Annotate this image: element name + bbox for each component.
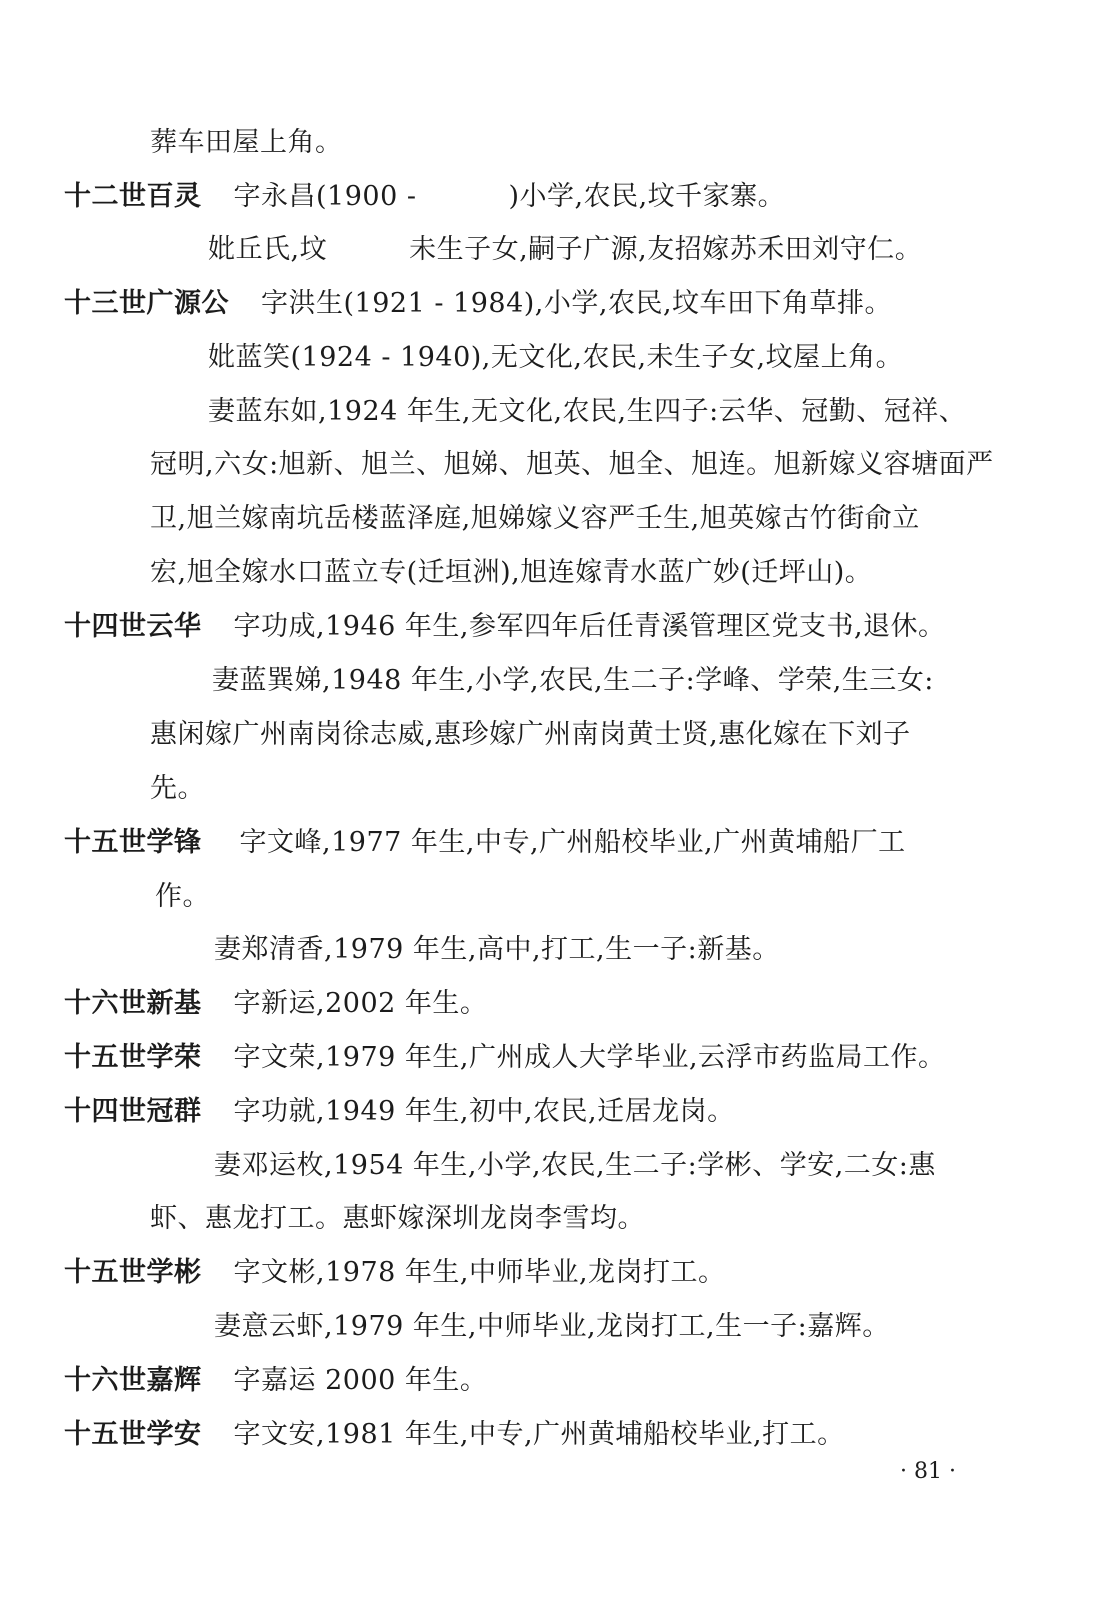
text-line xyxy=(208,230,922,270)
line-text: 字文安,1981 年生,中专,广州黄埔船校毕业,打工。 xyxy=(233,1419,845,1450)
line-text: 卫,旭兰嫁南坑岳楼蓝泽庭,旭娣嫁义容严壬生,旭英嫁古竹街俞立 xyxy=(150,503,920,534)
generation-name: 十六世嘉辉 xyxy=(64,1365,202,1396)
text-line xyxy=(214,1146,936,1186)
line-text: 妻邓运枚,1954 年生,小学,农民,生二子:学彬、学安,二女:惠 xyxy=(214,1150,936,1181)
generation-name: 十五世学荣 xyxy=(64,1042,202,1073)
line-text: 妣蓝笑(1924 - 1940),无文化,农民,未生子女,坟屋上角。 xyxy=(208,342,904,373)
genealogy-entry xyxy=(64,1415,845,1455)
line-text: 妻意云虾,1979 年生,中师毕业,龙岗打工,生一子:嘉辉。 xyxy=(214,1311,890,1342)
text-line xyxy=(208,338,903,378)
text-line xyxy=(150,445,994,485)
line-text: 作。 xyxy=(155,881,210,912)
text-line xyxy=(150,1199,645,1239)
genealogy-entry xyxy=(64,177,785,217)
line-text: 字功就,1949 年生,初中,农民,迁居龙岗。 xyxy=(233,1096,735,1127)
line-text: 字洪生(1921 - 1984),小学,农民,坟车田下角草排。 xyxy=(261,288,893,319)
line-text: 冠明,六女:旭新、旭兰、旭娣、旭英、旭全、旭连。旭新嫁义容塘面严 xyxy=(150,449,994,480)
line-text-continued: )小学,农民,坟千家寨。 xyxy=(508,181,786,212)
text-line xyxy=(214,930,780,970)
genealogy-entry xyxy=(64,1038,946,1078)
line-text-continued: 未生子女,嗣子广源,友招嫁苏禾田刘守仁。 xyxy=(409,234,923,265)
genealogy-entry xyxy=(64,1253,726,1293)
line-text: 宏,旭全嫁水口蓝立专(迁垣洲),旭连嫁青水蓝广妙(迁坪山)。 xyxy=(150,557,873,588)
line-text: 妻蓝东如,1924 年生,无文化,农民,生四子:云华、冠勤、冠祥、 xyxy=(208,396,967,427)
text-line xyxy=(150,715,911,755)
generation-name: 十三世广源公 xyxy=(64,288,229,319)
generation-name: 十五世学安 xyxy=(64,1419,202,1450)
text-line xyxy=(150,499,920,539)
line-text: 妻蓝巽娣,1948 年生,小学,农民,生二子:学峰、学荣,生三女: xyxy=(212,665,934,696)
line-text: 葬车田屋上角。 xyxy=(150,127,343,158)
generation-name: 十二世百灵 xyxy=(64,181,202,212)
line-text: 字嘉运 2000 年生。 xyxy=(233,1365,488,1396)
generation-name: 十四世冠群 xyxy=(64,1096,202,1127)
line-text: 字文峰,1977 年生,中专,广州船校毕业,广州黄埔船厂工 xyxy=(239,827,906,858)
genealogy-entry xyxy=(64,1092,735,1132)
text-line xyxy=(150,123,343,163)
line-text: 虾、惠龙打工。惠虾嫁深圳龙岗李雪均。 xyxy=(150,1203,645,1234)
genealogy-entry xyxy=(64,984,487,1024)
text-line xyxy=(155,877,210,917)
genealogy-entry xyxy=(64,823,906,863)
line-text: 妻郑清香,1979 年生,高中,打工,生一子:新基。 xyxy=(214,934,780,965)
text-line xyxy=(208,392,966,432)
generation-name: 十六世新基 xyxy=(64,988,202,1019)
generation-name: 十四世云华 xyxy=(64,611,202,642)
text-line xyxy=(214,1307,890,1347)
line-text: 先。 xyxy=(150,773,205,804)
line-text: 字新运,2002 年生。 xyxy=(233,988,488,1019)
generation-name: 十五世学彬 xyxy=(64,1257,202,1288)
genealogy-entry xyxy=(64,284,892,324)
line-text: 字文荣,1979 年生,广州成人大学毕业,云浮市药监局工作。 xyxy=(233,1042,946,1073)
line-text: 字文彬,1978 年生,中师毕业,龙岗打工。 xyxy=(233,1257,726,1288)
genealogy-entry xyxy=(64,607,946,647)
text-line xyxy=(212,661,934,701)
line-text: 惠闲嫁广州南岗徐志威,惠珍嫁广州南岗黄士贤,惠化嫁在下刘子 xyxy=(150,719,911,750)
text-line xyxy=(150,553,872,593)
line-text: 字永昌(1900 - xyxy=(233,181,417,212)
page-number: · 81 · xyxy=(900,1459,956,1484)
text-line xyxy=(150,769,205,809)
generation-name: 十五世学锋 xyxy=(64,827,202,858)
line-text: 字功成,1946 年生,参军四年后任青溪管理区党支书,退休。 xyxy=(233,611,946,642)
line-text: 妣丘氏,坟 xyxy=(208,234,328,265)
genealogy-entry xyxy=(64,1361,487,1401)
